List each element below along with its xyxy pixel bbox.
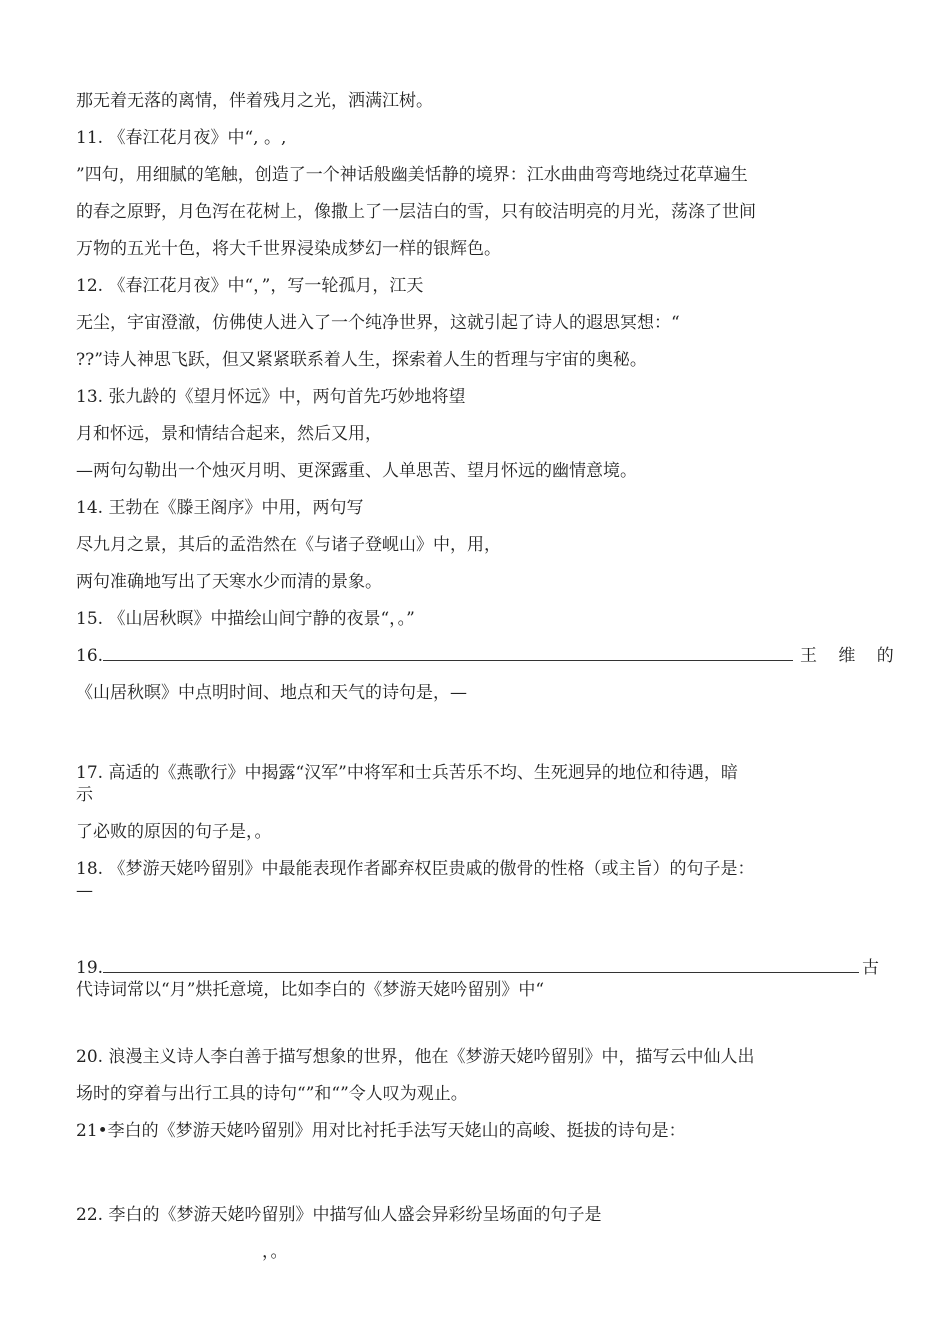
text-line: ”四句，用细腻的笔触，创造了一个神话般幽美恬静的境界：江水曲曲弯弯地绕过花草遍生 — [76, 165, 748, 185]
text-line: 月和怀远，景和情结合起来，然后又用， — [76, 424, 382, 444]
question-number: 19. — [76, 958, 104, 978]
question-14: 14. 王勃在《滕王阁序》中用，两句写 — [76, 498, 364, 518]
question-22: 22. 李白的《梦游天姥吟留别》中描写仙人盛会异彩纷呈场面的句子是 — [76, 1205, 602, 1225]
text-line: 那无着无落的离情，伴着残月之光，洒满江树。 — [76, 91, 433, 111]
text-line: 的春之原野，月色泻在花树上，像撒上了一层洁白的雪，只有皎洁明亮的月光，荡涤了世间 — [76, 202, 756, 222]
question-20: 20. 浪漫主义诗人李白善于描写想象的世界，他在《梦游天姥吟留别》中，描写云中仙人出 — [76, 1047, 755, 1067]
text-line: 万物的五光十色，将大千世界浸染成梦幻一样的银辉色。 — [76, 239, 501, 259]
text-line: 场时的穿着与出行工具的诗句“”和“”令人叹为观止。 — [76, 1084, 468, 1104]
question-11: 11. 《春江花月夜》中“, 。, — [76, 128, 287, 148]
text-line: —两句勾勒出一个烛灭月明、更深露重、人单思苦、望月怀远的幽情意境。 — [76, 461, 637, 481]
text-line: ??”诗人神思飞跃，但又紧紧联系着人生，探索着人生的哲理与宇宙的奥秘。 — [76, 350, 647, 370]
answer-blank — [103, 644, 793, 661]
text-line: 《山居秋暝》中点明时间、地点和天气的诗句是，— — [76, 683, 467, 703]
text-line: ，。 — [262, 1242, 288, 1262]
question-19 — [76, 956, 859, 980]
text-line: 尽九月之景，其后的孟浩然在《与诸子登岘山》中，用， — [76, 535, 501, 555]
text-line: 了必败的原因的句子是，。 — [76, 822, 272, 842]
question-13: 13. 张九龄的《望月怀远》中，两句首先巧妙地将望 — [76, 387, 466, 407]
text-line: — — [76, 881, 93, 901]
question-15: 15. 《山居秋暝》中描绘山间宁静的夜景“，。” — [76, 609, 415, 629]
question-16-tail: 王 维 的 — [800, 646, 902, 666]
text-line: 代诗词常以“月”烘托意境，比如李白的《梦游天姥吟留别》中“ — [76, 980, 545, 1000]
question-12: 12. 《春江花月夜》中“，”，写一轮孤月，江天 — [76, 276, 424, 296]
question-16 — [76, 644, 793, 668]
question-18: 18. 《梦游天姥吟留别》中最能表现作者鄙弃权臣贵戚的傲骨的性格（或主旨）的句子是： — [76, 859, 755, 879]
question-21: 21•李白的《梦游天姥吟留别》用对比衬托手法写天姥山的高峻、挺拔的诗句是： — [76, 1121, 686, 1141]
text-line: 两句准确地写出了天寒水少而清的景象。 — [76, 572, 382, 592]
text-line: 无尘，宇宙澄澈，仿佛使人进入了一个纯净世界，这就引起了诗人的遐思冥想：“ — [76, 313, 680, 333]
text-line: 示 — [76, 785, 93, 805]
question-number: 16. — [76, 646, 104, 666]
question-19-tail: 古 — [862, 958, 879, 978]
question-17: 17. 高适的《燕歌行》中揭露“汉军”中将军和士兵苦乐不均、生死迥异的地位和待遇，暗 — [76, 763, 738, 783]
answer-blank — [103, 956, 859, 973]
